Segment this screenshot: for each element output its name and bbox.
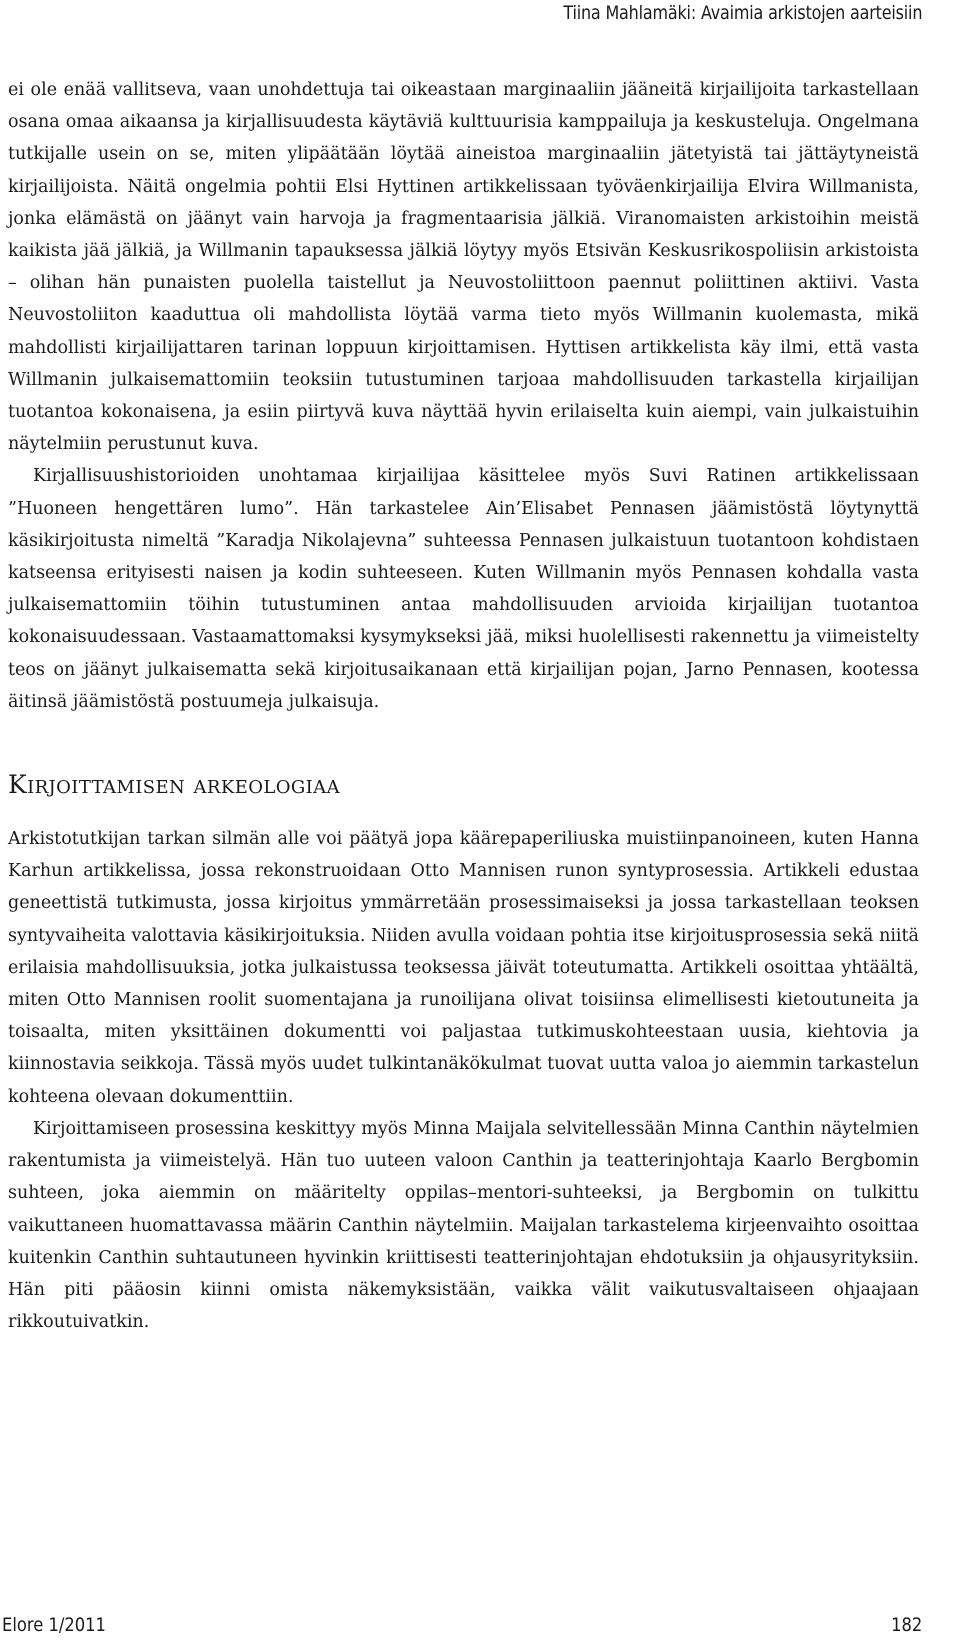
paragraph-continued: ei ole enää vallitseva, vaan unohdettuja tai oikeastaan marginaaliin jääneitä kirjailijoita tarkastellaan osana omaa aikaansa ja kirjallisuudesta käytäviä kulttuurisia kamppailuja ja keskusteluja. Ongelmana tutkijalle usein on se, miten ylipäätään löytää aineistoa marginaaliin jätetyistä tai jättäytyneistä kirjailijoista. Näitä ongelmia pohtii Elsi Hyttinen artikkelissaan työväenkirjailija Elvira Willmanista, jonka elämästä on jäänyt vain harvoja ja fragmentaarisia jälkiä. Viranomaisten arkistoihin meistä kaikista jää jälkiä, ja Willmanin tapauksessa jälkiä löytyy myös Etsivän Keskusrikospoliisin arkistoista – olihan hän punaisten puolella taistellut ja Neuvostoliittoon paennut poliittinen aktiivi. Vasta Neuvostoliiton kaaduttua oli mahdollista löytää varma tieto myös Willmanin kuolemasta, mikä mahdollisti kirjailijattaren tarinan loppuun kirjoittamisen. Hyttisen artikkelista käy ilmi, että vasta Willmanin julkaisemattomiin teoksiin tutustuminen tarjoaa mahdollisuuden tarkastella kirjailijan tuotantoa kokonaisena, ja esiin piirtyvä kuva näyttää hyvin erilaiselta kuin aiempi, vain julkaistuihin näytelmiin perustunut kuva. (8, 80, 919, 455)
article-body (8, 74, 919, 1338)
running-head-title: Tiina Mahlamäki: Avaimia arkistojen aarteisiin (563, 2, 922, 24)
paragraph-karhu: Arkistotutkijan tarkan silmän alle voi päätyä jopa käärepaperiliuska muistiinpanoineen, kuten Hanna Karhun artikkelissa, jossa rekonstruoidaan Otto Mannisen runon syntyprosessia. Artikkeli edustaa geneettistä tutkimusta, jossa kirjoitus ymmärretään prosessimaiseksi ja jossa tarkastellaan teoksen syntyvaiheita valottavia käsikirjoituksia. Niiden avulla voidaan pohtia itse kirjoitusprosessia sekä niitä erilaisia mahdollisuuksia, jotka julkaistussa teoksessa jäivät toteutumatta. Artikkeli osoittaa yhtäältä, miten Otto Mannisen roolit suomentajana ja runoilijana olivat toisiinsa elimellisesti kietoutuneita ja toisaalta, miten yksittäinen dokumentti voi paljastaa tutkimuskohteestaan uusia, kiehtovia ja kiinnostavia seikkoja. Tässä myös uudet tulkintanäkökulmat tuovat uutta valoa jo aiemmin tarkastelun kohteena olevaan dokumenttiin. (8, 829, 919, 1107)
paragraph-maijala: Kirjoittamiseen prosessina keskittyy myös Minna Maijala selvitellessään Minna Canthin näytelmien rakentumista ja viimeistelyä. Hän tuo uuteen valoon Canthin ja teatterinjohtaja Kaarlo Bergbomin suhteen, joka aiemmin on määritelty oppilas–mentori-suhteeksi, ja Bergbomin on tulkittu vaikuttaneen huomattavassa määrin Canthin näytelmiin. Maijalan tarkastelema kirjeenvaihto osoittaa kuitenkin Canthin suhtautuneen hyvinkin kriittisesti teatterinjohtajan ehdotuksiin ja ohjausyrityksiin. Hän piti pääosin kiinni omista näkemyksistään, vaikka välit vaikutusvaltaiseen ohjaajaan rikkoutuivatkin. (8, 1118, 919, 1333)
footer-journal-issue: Elore 1/2011 (2, 1614, 106, 1636)
section-heading: Kirjoittamisen arkeologiaa (8, 770, 340, 800)
paragraph-ratinen: Kirjallisuushistorioiden unohtamaa kirjailijaa käsittelee myös Suvi Ratinen artikkelissaan ”Huoneen hengettären lumo”. Hän tarkastelee Ain’Elisabet Pennasen jäämistöstä löytynyttä käsikirjoitusta nimeltä ”Karadja Nikolajevna” suhteessa Pennasen julkaistuun tuotantoon kohdistaen katseensa erityisesti naisen ja kodin suhteeseen. Kuten Willmanin myös Pennasen kohdalla vasta julkaisemattomiin töihin tutustuminen antaa mahdollisuuden arvioida kirjailijan tuotantoa kokonaisuudessaan. Vastaamattomaksi kysymykseksi jää, miksi huolellisesti rakennettu ja viimeistelty teos on jäänyt julkaisematta sekä kirjoitusaikanaan että kirjailijan pojan, Jarno Pennasen, kootessa äitinsä jäämistöstä postuumeja julkaisuja. (8, 466, 919, 712)
footer-page-number: 182 (890, 1614, 922, 1636)
